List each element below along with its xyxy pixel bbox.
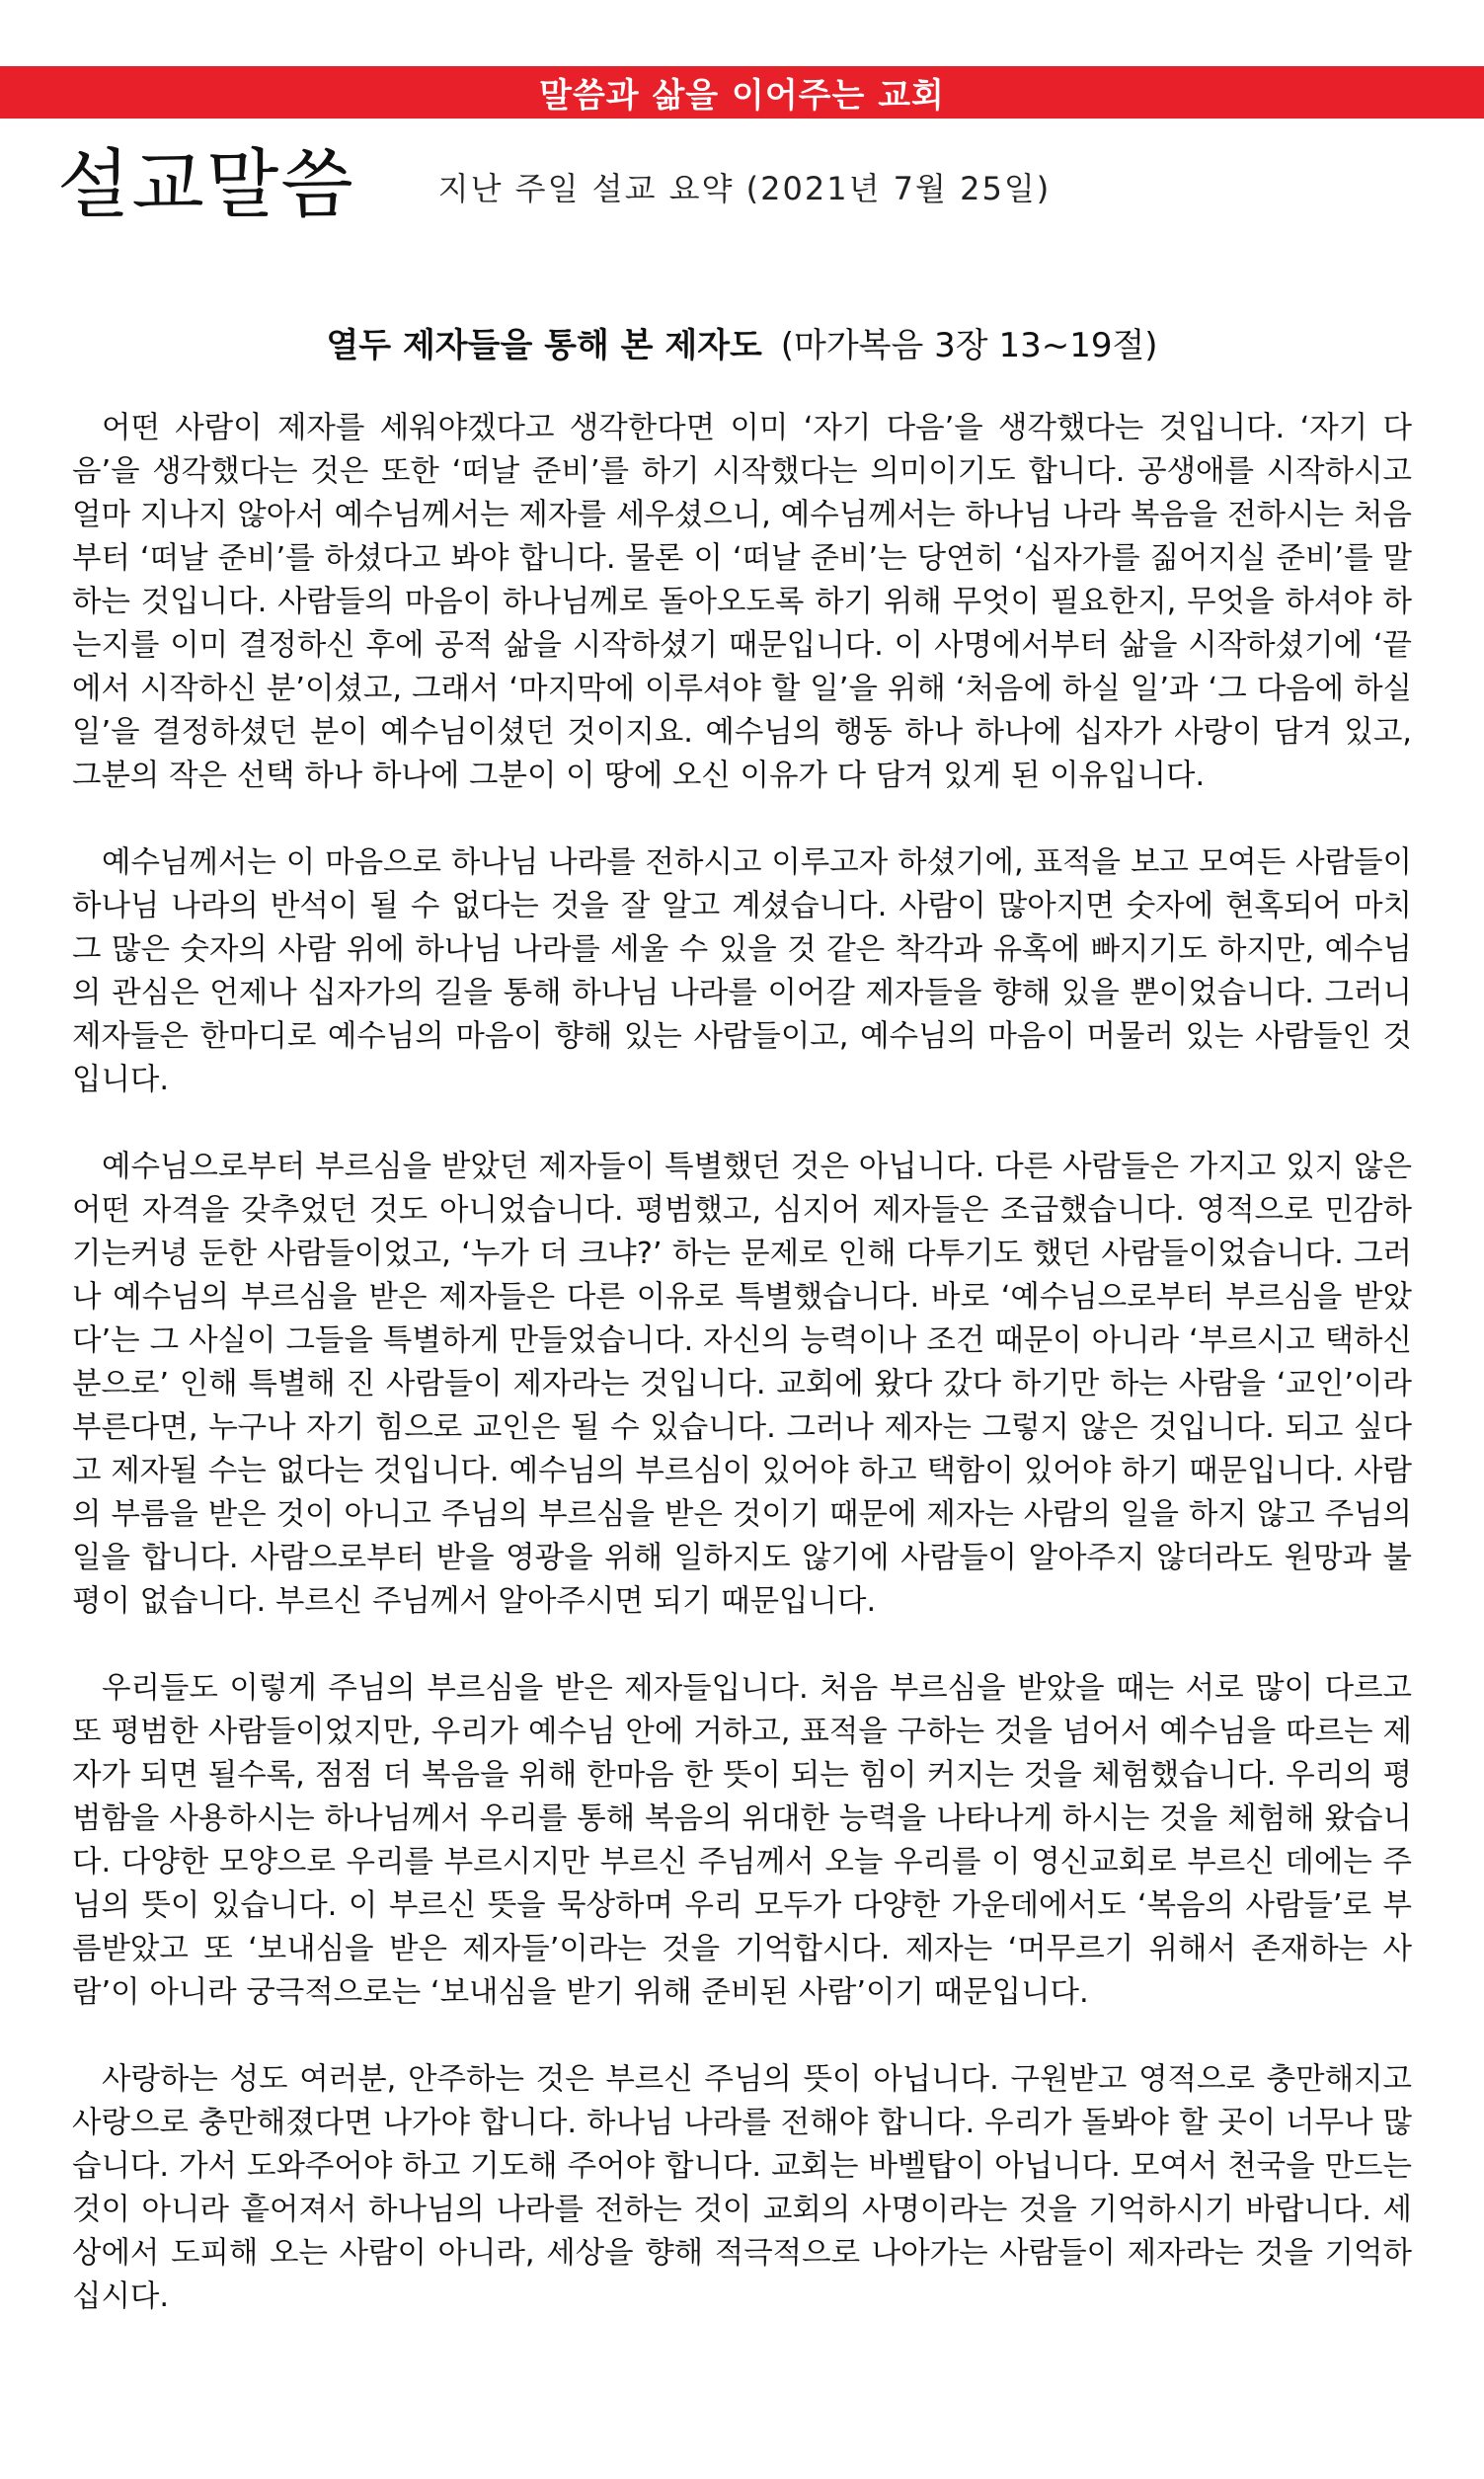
sermon-title: 열두 제자들을 통해 본 제자도 [326, 326, 762, 365]
masthead [57, 128, 1051, 227]
scripture-reference: (마가복음 3장 13~19절) [780, 326, 1158, 365]
paragraph-2: 예수님께서는 이 마음으로 하나님 나라를 전하시고 이루고자 하셨기에, 표적을 보고 모여든 사람들이 하나님 나라의 반석이 될 수 없다는 것을 잘 알고 계셨습니다. 사람이 많아지면 숫자에 현혹되어 마치 그 많은 숫자의 사람 위에 하나님 나라를 세울 수 있을 것 같은 착각과 유혹에 빠지기도 하지만, 예수님의 관심은 언제나 십자가의 길을 통해 하나님 나라를 이어갈 제자들을 향해 있을 뿐이었습니다. 그러니 제자들은 한마디로 예수님의 마음이 향해 있는 사람들이고, 예수님의 마음이 머물러 있는 사람들인 것입니다. [72, 845, 1412, 1097]
church-motto-banner [0, 66, 1484, 119]
section-subtitle: 지난 주일 설교 요약 (2021년 7월 25일) [437, 170, 1052, 207]
banner-text: 말씀과 삶을 이어주는 교회 [539, 76, 945, 116]
paragraph-4: 우리들도 이렇게 주님의 부르심을 받은 제자들입니다. 처음 부르심을 받았을 때는 서로 많이 다르고 또 평범한 사람들이었지만, 우리가 예수님 안에 거하고, 표적을 구하는 것을 넘어서 예수님을 따르는 제자가 되면 될수록, 점점 더 복음을 위해 한마음 한 뜻이 되는 힘이 커지는 것을 체험했습니다. 우리의 평범함을 사용하시는 하나님께서 우리를 통해 복음의 위대한 능력을 나타나게 하시는 것을 체험해 왔습니다. 다양한 모양으로 우리를 부르시지만 부르신 주님께서 오늘 우리를 이 영신교회로 부르신 데에는 주님의 뜻이 있습니다. 이 부르신 뜻을 묵상하며 우리 모두가 다양한 가운데에서도 ‘복음의 사람들’로 부름받았고 또 ‘보내심을 받은 제자들’이라는 것을 기억합시다. 제자는 ‘머무르기 위해서 존재하는 사람’이 아니라 궁극적으로는 ‘보내심을 받기 위해 준비된 사람’이기 때문입니다. [72, 1671, 1412, 2010]
paragraph-1: 어떤 사람이 제자를 세워야겠다고 생각한다면 이미 ‘자기 다음’을 생각했다는 것입니다. ‘자기 다음’을 생각했다는 것은 또한 ‘떠날 준비’를 하기 시작했다는 의미이기도 합니다. 공생애를 시작하시고 얼마 지나지 않아서 예수님께서는 제자를 세우셨으니, 예수님께서는 하나님 나라 복음을 전하시는 처음부터 ‘떠날 준비’를 하셨다고 봐야 합니다. 물론 이 ‘떠날 준비’는 당연히 ‘십자가를 짊어지실 준비’를 말하는 것입니다. 사람들의 마음이 하나님께로 돌아오도록 하기 위해 무엇이 필요한지, 무엇을 하셔야 하는지를 이미 결정하신 후에 공적 삶을 시작하셨기 때문입니다. 이 사명에서부터 삶을 시작하셨기에 ‘끝에서 시작하신 분’이셨고, 그래서 ‘마지막에 이루셔야 할 일’을 위해 ‘처음에 하실 일’과 ‘그 다음에 하실 일’을 결정하셨던 분이 예수님이셨던 것이지요. 예수님의 행동 하나 하나에 십자가 사랑이 담겨 있고, 그분의 작은 선택 하나 하나에 그분이 이 땅에 오신 이유가 다 담겨 있게 된 이유입니다. [72, 411, 1412, 793]
sermon-heading [0, 318, 1484, 366]
paragraph-5: 사랑하는 성도 여러분, 안주하는 것은 부르신 주님의 뜻이 아닙니다. 구원받고 영적으로 충만해지고 사랑으로 충만해졌다면 나가야 합니다. 하나님 나라를 전해야 합니다. 우리가 돌봐야 할 곳이 너무나 많습니다. 가서 도와주어야 하고 기도해 주어야 합니다. 교회는 바벨탑이 아닙니다. 모여서 천국을 만드는 것이 아니라 흩어져서 하나님의 나라를 전하는 것이 교회의 사명이라는 것을 기억하시기 바랍니다. 세상에서 도피해 오는 사람이 아니라, 세상을 향해 적극적으로 나아가는 사람들이 제자라는 것을 기억하십시다. [72, 2062, 1413, 2314]
sermon-body [72, 407, 1412, 2362]
section-title: 설교말씀 [57, 139, 355, 228]
paragraph-3: 예수님으로부터 부르심을 받았던 제자들이 특별했던 것은 아닙니다. 다른 사람들은 가지고 있지 않은 어떤 자격을 갖추었던 것도 아니었습니다. 평범했고, 심지어 제자들은 조급했습니다. 영적으로 민감하기는커녕 둔한 사람들이었고, ‘누가 더 크냐?’ 하는 문제로 인해 다투기도 했던 사람들이었습니다. 그러나 예수님의 부르심을 받은 제자들은 다른 이유로 특별했습니다. 바로 ‘예수님으로부터 부르심을 받았다’는 그 사실이 그들을 특별하게 만들었습니다. 자신의 능력이나 조건 때문이 아니라 ‘부르시고 택하신 분으로’ 인해 특별해 진 사람들이 제자라는 것입니다. 교회에 왔다 갔다 하기만 하는 사람을 ‘교인’이라 부른다면, 누구나 자기 힘으로 교인은 될 수 있습니다. 그러나 제자는 그렇지 않은 것입니다. 되고 싶다고 제자될 수는 없다는 것입니다. 예수님의 부르심이 있어야 하고 택함이 있어야 하기 때문입니다. 사람의 부름을 받은 것이 아니고 주님의 부르심을 받은 것이기 때문에 제자는 사람의 일을 하지 않고 주님의 일을 합니다. 사람으로부터 받을 영광을 위해 일하지도 않기에 사람들이 알아주지 않더라도 원망과 불평이 없습니다. 부르신 주님께서 알아주시면 되기 때문입니다. [72, 1150, 1412, 1619]
